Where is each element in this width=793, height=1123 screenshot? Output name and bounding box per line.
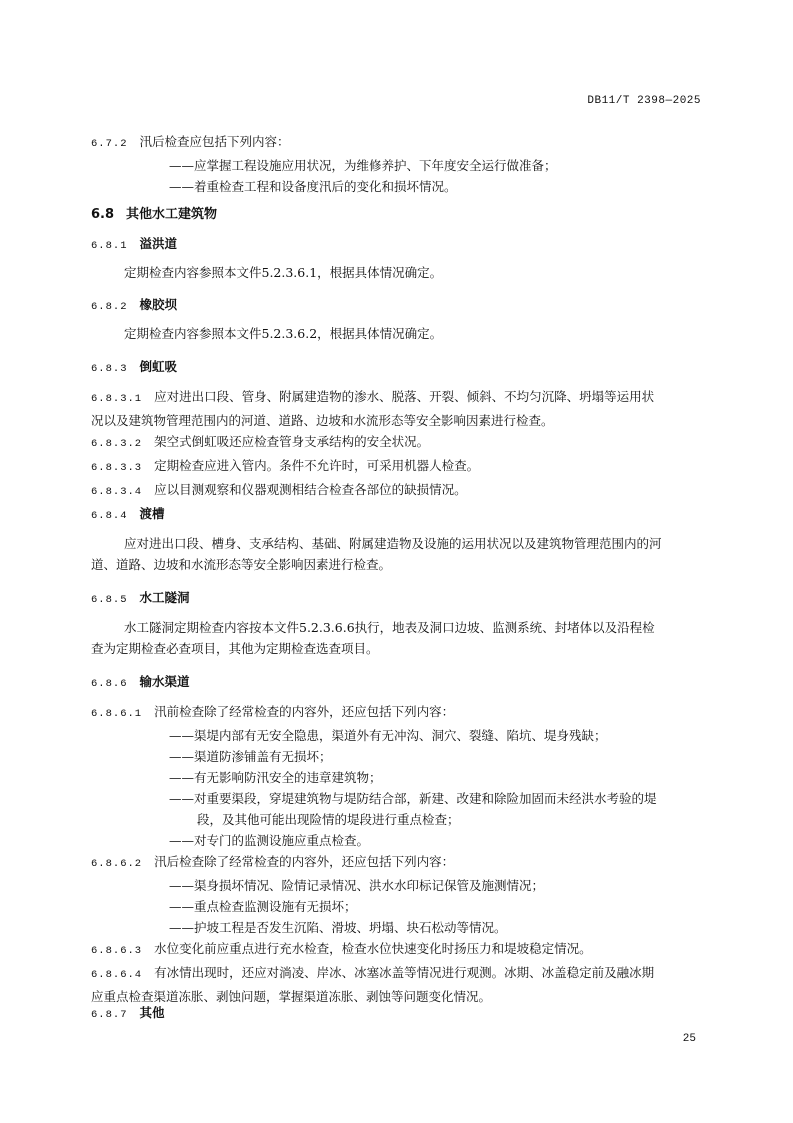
paragraph-line: 道、道路、边坡和水流形态等安全影响因素进行检查。: [91, 557, 392, 572]
list-item: ——渠堤内部有无安全隐患，渠道外有无冲沟、洞穴、裂缝、陷坑、堤身残缺；: [169, 728, 607, 743]
clause-number: 6.8.3.1: [91, 393, 143, 405]
clause-text: 应对进出口段、管身、附属建造物的渗水、脱落、开裂、倾斜、不均匀沉降、坍塌等运用状: [154, 389, 655, 404]
clause-number: 6.7.2: [91, 138, 128, 150]
clause-6-8-4-text: [91, 533, 703, 575]
chapter-number: 6.8: [91, 207, 115, 222]
clause-6-8-4-heading: [91, 503, 703, 527]
clause-title: 倒虹吸: [139, 359, 178, 374]
clause-text-continued: 况以及建筑物管理范围内的河道、道路、边坡和水流形态等安全影响因素进行检查。: [91, 413, 554, 428]
paragraph-line: 应对进出口段、槽身、支承结构、基础、附属建造物及设施的运用状况以及建筑物管理范围内的河: [124, 536, 662, 551]
list-item: ——渠身损坏情况、险情记录情况、洪水水印标记保管及施测情况；: [169, 878, 545, 893]
clause-6-8-3-body: [91, 386, 703, 503]
clause-title: 渡槽: [139, 506, 165, 521]
clause-text: 汛后检查应包括下列内容：: [139, 134, 290, 149]
clause-6-8-2-heading: [91, 294, 703, 318]
list-item: ——有无影响防汛安全的违章建筑物；: [169, 770, 382, 785]
clause-title: 溢洪道: [139, 236, 178, 251]
clause-text: 汛前检查除了经常检查的内容外，还应包括下列内容：: [154, 704, 455, 719]
clause-number: 6.8.6.2: [91, 858, 143, 870]
list-item-continued: 段，及其他可能出现险情的堤段进行重点检查；: [197, 812, 460, 827]
clause-number: 6.8.6: [91, 678, 128, 690]
clause-number: 6.8.3.3: [91, 462, 143, 474]
list-item: ——着重检查工程和设备度汛后的变化和损坏情况。: [169, 179, 457, 194]
clause-text: 汛后检查除了经常检查的内容外，还应包括下列内容：: [154, 854, 455, 869]
clause-number: 6.8.1: [91, 240, 128, 252]
clause-number: 6.8.3.2: [91, 438, 143, 450]
paragraph-line: 查为定期检查必查项目，其他为定期检查选查项目。: [91, 641, 379, 656]
clause-number: 6.8.7: [91, 1009, 128, 1021]
list-item: ——对重要渠段，穿堤建筑物与堤防结合部，新建、改建和除险加固而未经洪水考验的堤: [169, 791, 657, 806]
list-item: ——护坡工程是否发生沉陷、滑坡、坍塌、块石松动等情况。: [169, 920, 507, 935]
clause-text: 架空式倒虹吸还应检查管身支承结构的安全状况。: [154, 434, 430, 449]
clause-text: 定期检查应进入管内。条件不允许时，可采用机器人检查。: [154, 458, 480, 473]
clause-6-8-6-heading: [91, 671, 703, 695]
clause-6-8-1-text: 定期检查内容参照本文件5.2.3.6.1，根据具体情况确定。: [124, 265, 443, 280]
clause-6-8-1-heading: [91, 233, 703, 257]
clause-number: 6.8.3.4: [91, 486, 143, 498]
clause-title: 其他: [139, 1005, 165, 1020]
list-item: ——重点检查监测设施有无损坏；: [169, 899, 357, 914]
clause-6-8-5-text: [91, 617, 703, 659]
clause-6-8-2-text: 定期检查内容参照本文件5.2.3.6.2，根据具体情况确定。: [124, 326, 443, 341]
paragraph-line: 水工隧洞定期检查内容按本文件5.2.3.6.6执行，地表及洞口边坡、监测系统、封堵体以及沿程检: [124, 620, 655, 635]
clause-text: 应以目测观察和仪器观测相结合检查各部位的缺损情况。: [154, 482, 467, 497]
clause-number: 6.8.2: [91, 301, 128, 313]
clause-title: 输水渠道: [139, 674, 190, 689]
clause-6-8-5-heading: [91, 587, 703, 611]
clause-6-8-3-heading: [91, 356, 703, 380]
clause-number: 6.8.6.1: [91, 708, 143, 720]
clause-number: 6.8.6.3: [91, 945, 143, 957]
chapter-6-8: [91, 203, 703, 225]
clause-6-8-7-heading: [91, 1002, 703, 1026]
clause-number: 6.8.3: [91, 363, 128, 375]
clause-text: 水位变化前应重点进行充水检查，检查水位快速变化时扬压力和堤坡稳定情况。: [154, 941, 592, 956]
clause-title: 水工隧洞: [139, 590, 190, 605]
list-item: ——对专门的监测设施应重点检查。: [169, 833, 370, 848]
clause-6-7-2: [91, 131, 703, 197]
clause-number: 6.8.6.4: [91, 969, 143, 981]
clause-text: 有冰情出现时，还应对淌凌、岸冰、冰塞冰盖等情况进行观测。冰期、冰盖稳定前及融冰期: [154, 965, 655, 980]
clause-number: 6.8.5: [91, 594, 128, 606]
chapter-title: 其他水工建筑物: [126, 207, 218, 222]
clause-6-8-6-body: [91, 701, 703, 1007]
document-id: DB11/T 2398—2025: [587, 95, 701, 107]
list-item: ——渠道防渗铺盖有无损坏；: [169, 749, 332, 764]
list-item: ——应掌握工程设施应用状况，为维修养护、下年度安全运行做准备；: [169, 158, 557, 173]
page-number: 25: [682, 1033, 696, 1045]
clause-text-continued: 应重点检查渠道冻胀、剥蚀问题，掌握渠道冻胀、剥蚀等问题变化情况。: [91, 989, 492, 1004]
clause-title: 橡胶坝: [139, 297, 178, 312]
clause-number: 6.8.4: [91, 510, 128, 522]
